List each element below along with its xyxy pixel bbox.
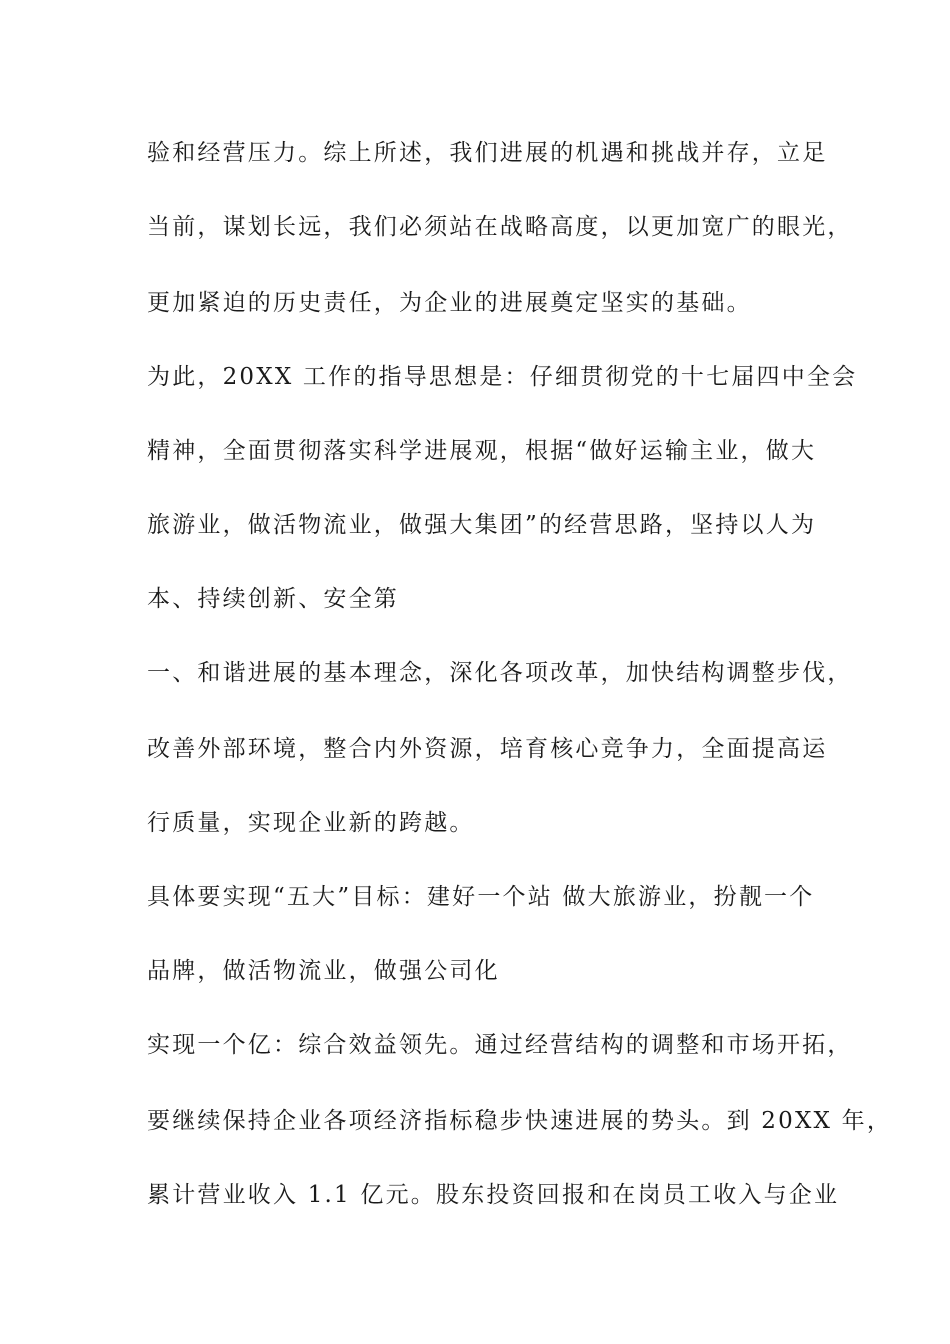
text-line-12: 品牌，做活物流业，做强公司化: [147, 958, 500, 984]
text-line-14: 要继续保持企业各项经济指标稳步快速进展的势头。到 20XX 年，: [147, 1108, 893, 1134]
text-line-10: 行质量，实现企业新的跨越。: [147, 810, 475, 836]
text-line-13: 实现一个亿：综合效益领先。通过经营结构的调整和市场开拓，: [147, 1032, 853, 1058]
text-line-3: 更加紧迫的历史责任，为企业的进展奠定坚实的基础。: [147, 290, 752, 316]
text-line-1: 验和经营压力。综上所述，我们进展的机遇和挑战并存，立足: [147, 140, 828, 166]
text-line-4: 为此，20XX 工作的指导思想是：仔细贯彻党的十七届四中全会: [147, 364, 858, 390]
text-line-2: 当前，谋划长远，我们必须站在战略高度，以更加宽广的眼光，: [147, 214, 853, 240]
text-line-8: 一、和谐进展的基本理念，深化各项改革，加快结构调整步伐，: [147, 660, 853, 686]
text-line-5: 精神，全面贯彻落实科学进展观，根据“做好运输主业，做大: [147, 438, 817, 464]
text-line-6: 旅游业，做活物流业，做强大集团”的经营思路，坚持以人为: [147, 512, 817, 538]
text-line-15: 累计营业收入 1.1 亿元。股东投资回报和在岗员工收入与企业: [147, 1182, 840, 1208]
text-line-7: 本、持续创新、安全第: [147, 586, 399, 612]
text-line-9: 改善外部环境，整合内外资源，培育核心竞争力，全面提高运: [147, 736, 828, 762]
text-line-11: 具体要实现“五大”目标：建好一个站 做大旅游业，扮靓一个: [147, 884, 815, 910]
